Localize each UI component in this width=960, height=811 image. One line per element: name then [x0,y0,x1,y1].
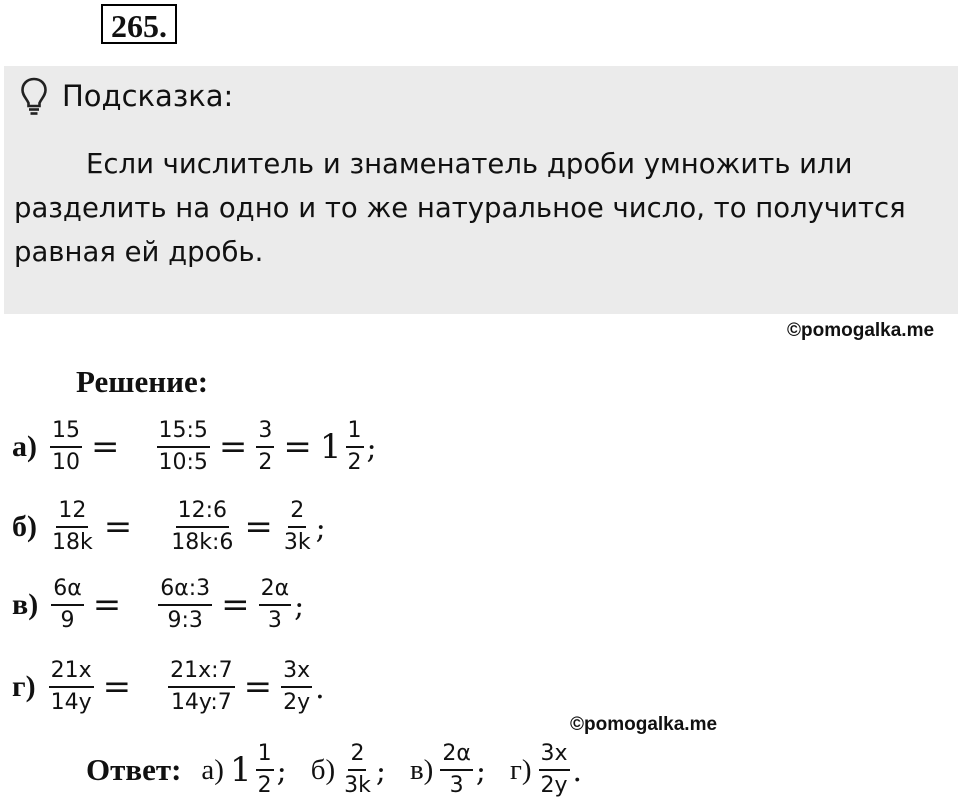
numerator: 3x [281,660,312,688]
row-label: а) [12,430,37,463]
numerator: 3 [256,420,274,448]
numerator: 3x [539,743,570,771]
equals-sign: = [102,667,132,707]
answer-end-mark: ; [375,754,386,789]
denominator: 2y [540,773,568,798]
fraction [256,578,295,632]
fraction [339,743,376,797]
hint-text: Если числитель и знаменатель дроби умножить или разделить на одно и то же натуральное число, то получится равная ей дробь. [14,148,906,268]
numerator: 1 [256,743,274,771]
denominator: 10:5 [158,450,208,475]
numerator: 6α:3 [158,578,212,606]
row-end-mark: ; [315,511,326,546]
fraction [278,660,315,714]
answer-end-mark: ; [276,754,287,789]
hint-title: Подсказка: [62,79,234,113]
equals-sign: = [92,585,122,625]
row-end-mark: . [315,671,325,706]
fraction [48,578,87,632]
answer-letter: а) [201,753,224,786]
answer-row [86,743,582,797]
fraction [343,420,367,474]
denominator: 18k [52,530,93,555]
row-label: г) [12,670,36,703]
numerator: 21x:7 [168,660,234,688]
numerator: 12 [56,500,88,528]
answer-letter: г) [509,753,532,786]
equals-sign: = [221,585,250,625]
numerator: 21x [49,660,94,688]
numerator: 12:6 [176,500,229,528]
solution-title: Решение: [76,364,209,399]
solution-row-c [12,578,304,632]
denominator: 3 [449,773,464,798]
row-end-mark: ; [366,431,377,466]
fraction [47,420,85,474]
answer-letter: в) [409,753,434,786]
fraction [166,500,238,554]
denominator: 14y [50,690,92,715]
watermark: ©pomogalka.me [570,714,718,735]
fraction [536,743,573,797]
numerator: 15:5 [157,420,210,448]
answer-letter: б) [310,753,336,786]
fraction [279,500,316,554]
numerator: 2α [259,578,292,606]
equals-sign: = [244,507,273,547]
denominator: 2 [258,450,273,475]
answer-label: Ответ: [86,752,182,787]
fraction [46,660,97,714]
answer-end-mark: . [572,754,583,789]
whole-part: 1 [229,750,252,790]
answer-end-mark: ; [475,754,486,789]
equals-sign: = [283,427,312,467]
row-end-mark: ; [294,589,305,624]
denominator: 9 [60,608,75,633]
denominator: 10 [52,450,80,475]
fraction [253,743,277,797]
denominator: 9:3 [167,608,203,633]
solution-row-a [12,420,377,474]
fraction [47,500,98,554]
fraction [437,743,476,797]
denominator: 18k:6 [171,530,234,555]
numerator: 15 [50,420,82,448]
watermark: ©pomogalka.me [787,320,935,341]
equals-sign: = [243,667,273,707]
denominator: 3k [344,773,371,798]
denominator: 3k [283,530,311,555]
numerator: 2 [348,743,366,771]
fraction [253,420,277,474]
solution-row-b [12,500,326,554]
denominator: 2 [257,773,272,798]
denominator: 2 [347,450,362,475]
numerator: 1 [346,420,364,448]
whole-part: 1 [319,427,342,467]
equals-sign: = [218,427,248,467]
denominator: 2y [283,690,311,715]
lightbulb-icon [20,76,48,116]
denominator: 14y:7 [170,690,232,715]
row-label: в) [12,588,39,621]
fraction [155,578,215,632]
numerator: 2 [288,500,306,528]
row-label: б) [12,510,37,543]
solution-row-d [12,660,325,714]
task-number: 265. [101,4,177,44]
denominator: 3 [267,608,282,633]
equals-sign: = [103,507,133,547]
numerator: 6α [51,578,84,606]
fraction [154,420,213,474]
equals-sign: = [91,427,120,467]
numerator: 2α [440,743,473,771]
fraction [165,660,237,714]
